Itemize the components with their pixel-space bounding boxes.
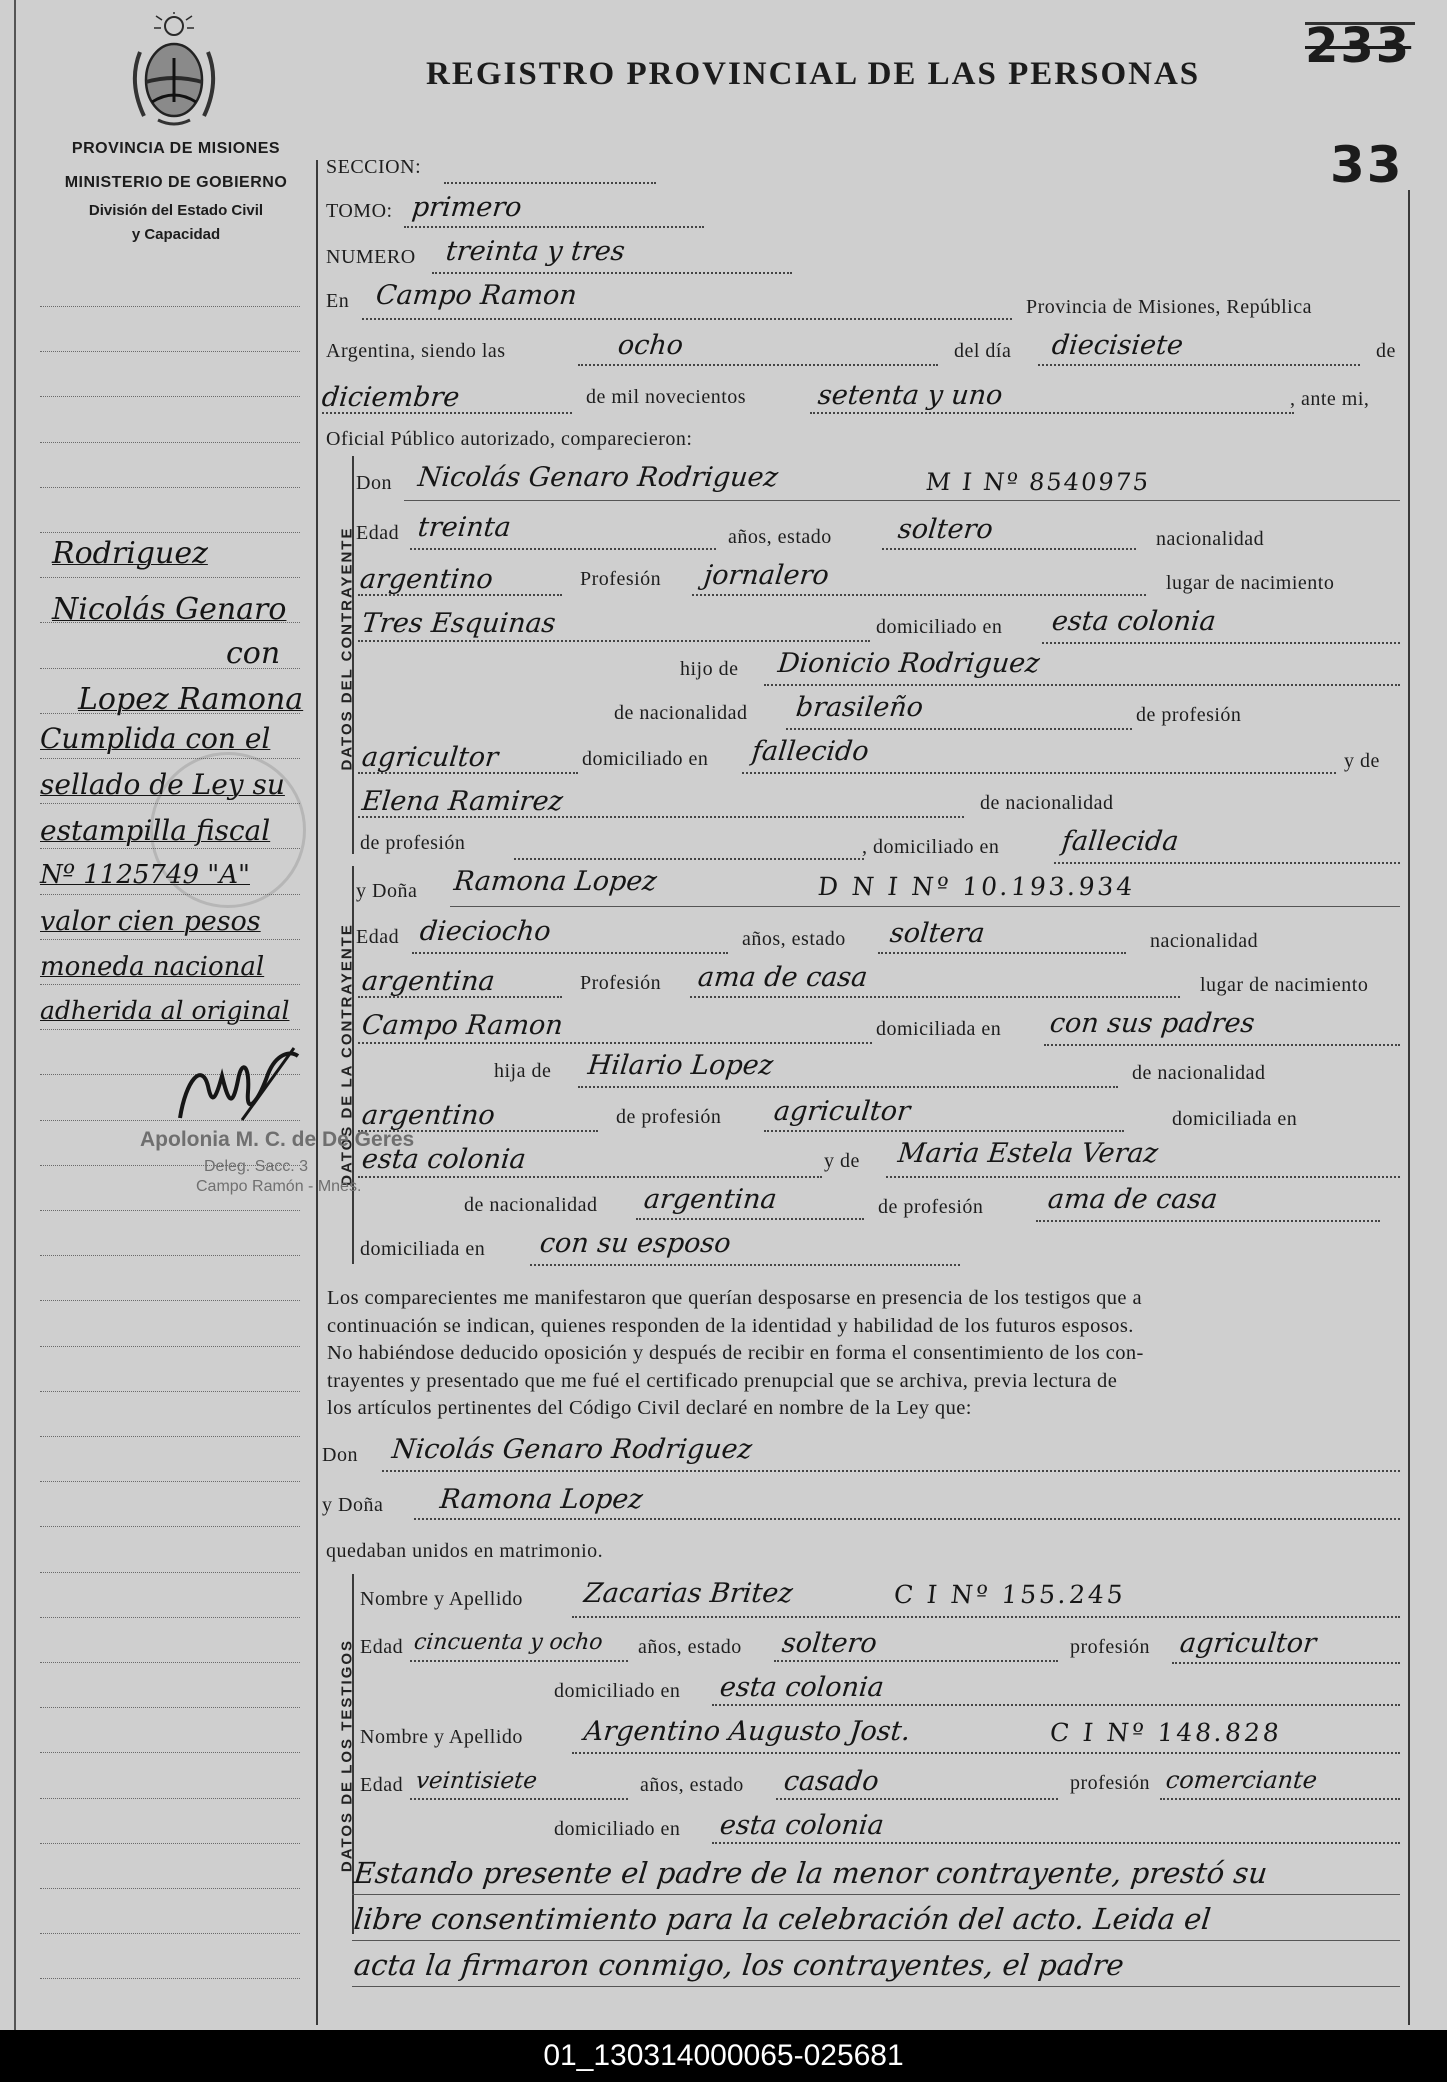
seccion-label: SECCION: [326,156,422,178]
witness1-doc: C I Nº 155.245 [892,1580,1128,1609]
groom-mother: Elena Ramirez [360,786,565,817]
groom-father-nat-line [786,728,1132,730]
numero-line [432,272,792,274]
bride-doc: D N I Nº 10.193.934 [816,872,1137,901]
margin-ruled-line [40,1798,300,1799]
groom-domicile-line [1042,642,1400,644]
groom-mother-domicile: fallecida [1060,826,1181,857]
groom-mother-dom-line [1054,862,1400,864]
margin-ruled-line [40,1029,300,1030]
margin-ruled-line [40,1210,300,1211]
groom-father-dom-label: domiciliado en [582,748,709,770]
tomo-label: TOMO: [326,200,393,222]
margin-ruled-line [40,1391,300,1392]
margin-ruled-line [40,984,300,985]
margin-ruled-line [40,1481,300,1482]
declaration-paragraph [327,1285,1396,1423]
groom-father-prof-label: de profesión [1136,704,1242,726]
bride-mother-nat-line [636,1218,864,1220]
witness1-profession: agricultor [1178,1628,1318,1659]
margin-note-line-3: con [226,636,281,671]
margin-ruled-line [40,1662,300,1663]
witness2-name: Argentino Augusto Jost. [582,1716,912,1747]
year-line [810,412,1294,414]
witness2-age: veintisiete [414,1768,539,1794]
month-line [322,412,572,414]
page-title: REGISTRO PROVINCIAL DE LAS PERSONAS [426,56,1201,92]
numero-label: NUMERO [326,246,416,268]
faded-round-stamp [150,752,306,908]
bride-name-line [450,906,1400,907]
witness2-profession: comerciante [1164,1766,1319,1794]
form-right-border [1408,190,1410,2025]
bride-profession: ama de casa [696,962,870,993]
bride-domiciliada-label: domiciliada en [876,1018,1002,1040]
groom-domicile: esta colonia [1050,606,1218,637]
groom-don-label: Don [356,472,392,494]
ministry-name: MINISTERIO DE GOBIERNO [64,174,288,191]
witness2-doc: C I Nº 148.828 [1048,1718,1284,1747]
margin-ruled-line [40,1707,300,1708]
margin-ruled-line [40,577,300,578]
bride-nationality-line [358,996,562,998]
witness1-domiciliado-label: domiciliado en [554,1680,681,1702]
bride-hija-label: hija de [494,1060,552,1082]
declaration-bride-line [414,1518,1400,1520]
witness-section-label: DATOS DE LOS TESTIGOS [338,1638,356,1873]
bride-age: dieciocho [418,916,553,947]
bride-mother-prof-line [1036,1220,1380,1222]
declaration-line-4: trayentes y presentado que me fué el certificado prenupcial que se archiva, previa lectura de [327,1369,1118,1392]
witness2-prof-line [1160,1798,1400,1800]
groom-father-line [764,684,1400,686]
witness1-age-line [410,1660,628,1662]
groom-profession-line [692,594,1146,596]
year-value: setenta y uno [816,380,1005,411]
margin-ruled-line [40,1436,300,1437]
ante-mi: , ante mi, [1290,388,1370,410]
observation-line-3: acta la firmaron conmigo, los contrayentes, el padre [352,1948,1126,1982]
bride-father-dom-label: domiciliada en [1172,1108,1298,1130]
margin-ruled-line [40,1300,300,1301]
image-id-footer: 01_130314000065-025681 [0,2030,1447,2082]
groom-hijo-label: hijo de [680,658,739,680]
groom-status: soltero [896,514,995,545]
groom-name: Nicolás Genaro Rodriguez [416,462,780,493]
groom-name-line [404,500,1400,501]
bride-dona-label: y Doña [356,880,418,902]
declaration-line-3: No habiéndose deducido oposición y después de recibir en forma el consentimiento de los con- [327,1342,1144,1364]
year-prefix: de mil novecientos [586,386,747,408]
groom-y-de-label: y de [1344,750,1380,772]
margin-ruled-line [40,1978,300,1979]
witness2-anos-estado: años, estado [640,1774,744,1796]
groom-status-line [882,548,1136,550]
witness2-age-line [410,1798,628,1800]
margin-ruled-line [40,1572,300,1573]
declaration-bride: Ramona Lopez [438,1484,645,1515]
groom-nationality-line [358,594,562,596]
number-overline [1305,22,1415,25]
groom-mother-line [358,816,964,818]
witness1-profesion-label: profesión [1070,1636,1151,1658]
witness2-profesion-label: profesión [1070,1772,1151,1794]
groom-father-domicile: fallecido [750,736,871,767]
margin-ruled-line [40,1933,300,1934]
witness1-prof-line [1172,1662,1400,1664]
groom-mother-prof-label: de profesión [360,832,466,854]
tomo-line [404,226,704,228]
margin-note-line-2: Nicolás Genaro [52,592,287,627]
place-value: Campo Ramon [374,280,579,311]
witness1-edad-label: Edad [360,1636,404,1658]
groom-edad-label: Edad [356,522,400,544]
witness2-domiciliado-label: domiciliado en [554,1818,681,1840]
witness2-nombre-label: Nombre y Apellido [360,1726,523,1748]
bride-birthplace-line [358,1042,872,1044]
bride-father-dom-line [358,1176,822,1178]
bride-mother-dom-label: domiciliada en [360,1238,486,1260]
bride-profession-line [690,996,1180,998]
bride-lugar-label: lugar de nacimiento [1200,974,1369,996]
margin-note-line-9: valor cien pesos [40,906,261,937]
stamp-place: Campo Ramón - Mnes. [196,1178,362,1195]
groom-father-prof-line [358,772,578,774]
witness1-domicile: esta colonia [718,1672,886,1703]
form-left-border [316,160,318,2025]
day-value: diecisiete [1050,330,1185,361]
declaration-line-5: los artículos pertinentes del Código Civil declaré en nombre de la Ley que: [327,1397,972,1419]
groom-doc: M I Nº 8540975 [924,468,1152,496]
margin-ruled-line [40,442,300,443]
groom-father-profession: agricultor [360,742,500,773]
bride-edad-label: Edad [356,926,400,948]
margin-ruled-line [40,1346,300,1347]
margin-ruled-line [40,351,300,352]
groom-anos-estado: años, estado [728,526,832,548]
division-line-1: División del Estado Civil [88,202,264,219]
bride-mother-domicile: con su esposo [538,1228,733,1259]
witness2-status: casado [782,1766,881,1797]
page-number: 33 [1330,136,1404,194]
observation-line-2: libre consentimiento para la celebración del acto. Leida el [352,1902,1213,1936]
groom-age: treinta [416,512,513,543]
bride-domicile: con sus padres [1048,1008,1257,1039]
hour-value: ocho [616,330,685,361]
bride-father-nationality: argentino [360,1100,497,1131]
province-text: Provincia de Misiones, República [1026,296,1312,318]
margin-note-line-10: moneda nacional [40,952,265,982]
en-label: En [326,290,350,312]
witness1-name: Zacarias Britez [582,1578,795,1609]
witness2-edad-label: Edad [360,1774,404,1796]
bride-father-nat-label: de nacionalidad [1132,1062,1266,1084]
margin-ruled-line [40,1843,300,1844]
groom-mother-prof-line [514,858,864,860]
division-line-2: y Capacidad [131,226,221,243]
coat-of-arms-icon [128,12,220,132]
declaration-line-2: continuación se indican, quienes responden de la identidad y habilidad de los futuros esposos. [327,1314,1134,1337]
margin-ruled-line [40,1888,300,1889]
bride-profesion-label: Profesión [580,972,662,994]
bride-mother-dom-line [530,1264,960,1266]
bride-mother-nat-label: de nacionalidad [464,1194,598,1216]
hour-line [578,364,938,366]
declaration-dona-label: y Doña [322,1494,384,1516]
declaration-groom-line [382,1470,1400,1472]
stamp-role: Deleg. Sacc. 3 [204,1158,309,1175]
margin-note-line-11: adherida al original [40,996,290,1025]
margin-note-line-1: Rodriguez [52,536,208,571]
groom-mother-nat-label: de nacionalidad [980,792,1114,814]
bride-name: Ramona Lopez [452,866,659,897]
province-name: PROVINCIA DE MISIONES [71,140,281,157]
bride-mother: Maria Estela Veraz [896,1138,1160,1169]
bride-status-line [878,952,1126,954]
bride-father-prof-line [764,1130,1124,1132]
left-page-edge [14,0,16,2030]
del-dia-label: del día [954,340,1012,362]
groom-nacionalidad-label: nacionalidad [1156,528,1265,550]
witness1-dom-line [712,1704,1400,1706]
groom-birthplace: Tres Esquinas [360,608,558,639]
groom-age-line [410,548,716,550]
bride-father-profession: agricultor [772,1096,912,1127]
margin-ruled-line [40,306,300,307]
witness2-dom-line [712,1842,1400,1844]
groom-father-dom-line [742,772,1336,774]
bride-nationality: argentina [360,966,497,997]
seccion-line [444,182,656,184]
witness2-domicile: esta colonia [718,1810,886,1841]
witness1-status-line [774,1660,1058,1662]
bride-age-line [412,952,728,954]
margin-ruled-line [40,1752,300,1753]
observation-line-1: Estando presente el padre de la menor contrayente, prestó su [352,1856,1269,1890]
oficial-text: Oficial Público autorizado, comparecieron: [326,428,693,450]
witness1-anos-estado: años, estado [638,1636,742,1658]
numero-value: treinta y tres [444,236,627,267]
margin-note-line-4: Lopez Ramona [78,682,304,717]
bride-father-domicile: esta colonia [360,1144,528,1175]
margin-ruled-line [40,1526,300,1527]
groom-birthplace-line [358,640,870,642]
groom-father: Dionicio Rodriguez [776,648,1042,679]
groom-section-label: DATOS DEL CONTRAYENTE [338,526,356,771]
bride-mother-prof-label: de profesión [878,1196,984,1218]
groom-father-nationality: brasileño [794,692,925,723]
margin-note-line-5: Cumplida con el [40,722,271,755]
groom-domiciliado-label: domiciliado en [876,616,1003,638]
observation-rule-1 [352,1894,1400,1895]
margin-ruled-line [40,1617,300,1618]
bride-anos-estado: años, estado [742,928,846,950]
witness1-name-line [572,1616,1400,1618]
struck-page-number: 233 [1305,18,1412,74]
argentina-text: Argentina, siendo las [326,340,506,362]
observation-rule-2 [352,1940,1400,1941]
declaration-line-1: Los comparecientes me manifestaron que querían desposarse en presencia de los testigos que a [327,1287,1142,1309]
de-label: de [1376,340,1396,362]
witness1-age: cincuenta y ocho [412,1630,604,1655]
bride-father: Hilario Lopez [586,1050,775,1081]
declaration-don-label: Don [322,1444,358,1466]
margin-ruled-line [40,532,300,533]
declaration-groom: Nicolás Genaro Rodriguez [390,1434,754,1465]
groom-profession: jornalero [702,560,831,591]
declaration-closing: quedaban unidos en matrimonio. [326,1540,604,1562]
bride-mother-nationality: argentina [642,1184,779,1215]
place-line [362,318,1012,320]
day-line [1038,364,1360,366]
bride-father-line [578,1086,1118,1088]
margin-note-line-7: estampilla fiscal [40,814,271,847]
groom-nationality: argentino [358,564,495,595]
tomo-value: primero [410,192,524,223]
groom-father-nat-label: de nacionalidad [614,702,748,724]
bride-mother-profession: ama de casa [1046,1184,1220,1215]
bride-father-prof-label: de profesión [616,1106,722,1128]
witness1-status: soltero [780,1628,879,1659]
observation-rule-3 [352,1986,1400,1987]
month-value: diciembre [320,382,462,413]
official-signature-icon [172,1040,312,1136]
margin-note-line-6: sellado de Ley su [40,768,285,801]
bride-birthplace: Campo Ramon [360,1010,565,1041]
witness1-nombre-label: Nombre y Apellido [360,1588,523,1610]
stamp-name: Apolonia M. C. de De Geres [140,1128,415,1151]
margin-ruled-line [40,396,300,397]
margin-note-line-8: Nº 1125749 "A" [40,860,250,890]
margin-ruled-line [40,1255,300,1256]
margin-ruled-line [40,939,300,940]
groom-mother-dom-label: , domiciliado en [862,836,1000,858]
bride-domicile-line [1044,1044,1400,1046]
bride-section-label: DATOS DE LA CONTRAYENTE [338,923,356,1186]
witness2-status-line [776,1798,1058,1800]
bride-status: soltera [888,918,987,949]
margin-ruled-line [40,487,300,488]
bride-nacionalidad-label: nacionalidad [1150,930,1259,952]
bride-mother-line [886,1176,1400,1178]
witness2-name-line [572,1752,1400,1754]
groom-profesion-label: Profesión [580,568,662,590]
bride-y-de-label: y de [824,1150,860,1172]
groom-lugar-label: lugar de nacimiento [1166,572,1335,594]
